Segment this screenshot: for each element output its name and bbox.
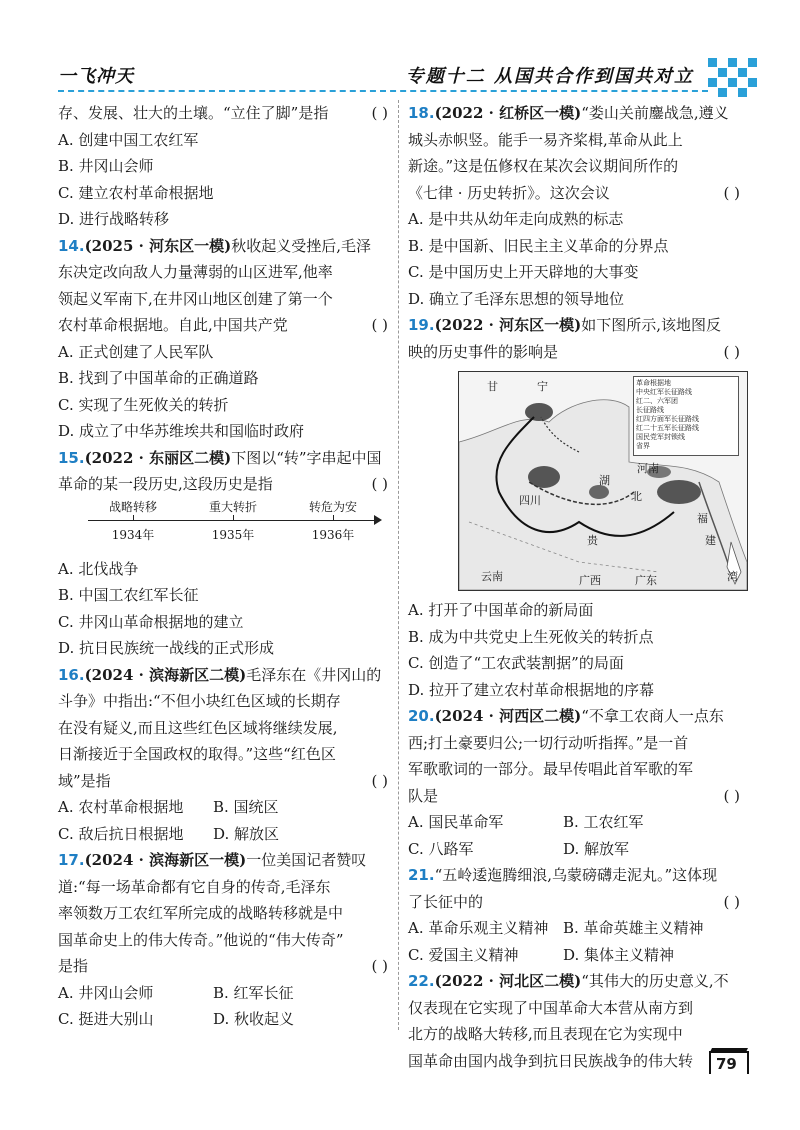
option-d[interactable]: D. 拉开了建立农村革命根据地的序幕 — [408, 680, 655, 699]
option-row — [58, 821, 388, 848]
option-c[interactable]: C. 是中国历史上开天辟地的大事变 — [408, 263, 639, 281]
legend-item: 红二十五军长征路线 — [636, 424, 699, 432]
legend-item: 国民党军封锁线 — [636, 433, 685, 441]
option-d[interactable]: D. 秋收起义 — [213, 1010, 295, 1028]
brand-logo: 一飞冲天 — [58, 66, 134, 87]
stem-line: 国革命由国内战争到抗日民族战争的伟大转 — [408, 1051, 694, 1070]
map-label: 宁 — [537, 380, 548, 393]
option-b[interactable]: B. 工农红军 — [563, 813, 644, 831]
stem-line: 道:“每一场革命都有它自身的传奇,毛泽东 — [58, 877, 331, 896]
stem-line: 了长征中的 ( ) — [408, 892, 740, 911]
checker-decoration — [708, 58, 758, 98]
option-c[interactable]: C. 实现了生死攸关的转折 — [58, 395, 229, 414]
map-label: 湖 — [599, 474, 610, 487]
stem-line: 北方的战略大转移,而且表现在它为实现中 — [408, 1025, 683, 1043]
stem-line: 在没有疑义,而且这些红色区域将继续发展, — [58, 718, 338, 737]
option-b[interactable]: B. 中国工农红军长征 — [58, 586, 199, 604]
map-label: 广东 — [635, 574, 657, 587]
option-a[interactable]: A. 北伐战争 — [58, 559, 139, 578]
option-c[interactable]: C. 挺进大别山 — [58, 1010, 154, 1028]
option-a[interactable]: A. 正式创建了人民军队 — [58, 342, 214, 361]
long-march-map — [458, 371, 748, 591]
option-b[interactable]: B. 红军长征 — [213, 983, 294, 1002]
right-column — [408, 100, 740, 1074]
stem-line: 西;打土豪要归公;一切行动听指挥。”是一首 — [408, 733, 689, 752]
timeline-label: 战略转移 — [108, 499, 158, 514]
page-number: 79 — [716, 1055, 737, 1073]
map-label: 北 — [631, 490, 642, 503]
timeline-label: 重大转折 — [208, 499, 258, 514]
option-d[interactable]: D. 集体主义精神 — [563, 945, 675, 964]
option-row — [58, 1006, 388, 1033]
stem-line: 日渐接近于全国政权的取得。”这些“红色区 — [58, 745, 336, 763]
option-row — [58, 794, 388, 821]
stem-line: 映的历史事件的影响是 ( ) — [408, 342, 740, 361]
question-16-stem: 16.(2024 · 滨海新区二模)毛泽东在《井冈山的 — [58, 665, 382, 684]
option-a[interactable]: A. 国民革命军 — [408, 813, 504, 831]
map-legend — [633, 376, 739, 456]
option-d[interactable]: D. 进行战略转移 — [58, 210, 170, 228]
timeline-year: 1935年 — [211, 527, 255, 542]
stem-line: 队是 ( ) — [408, 786, 740, 805]
stem-line: 率领数万工农红军所完成的战略转移就是中 — [58, 904, 344, 922]
page-header — [0, 0, 800, 100]
option-d[interactable]: D. 解放军 — [563, 839, 630, 858]
map-label: 福 — [697, 512, 708, 525]
stem-line: 农村革命根据地。自此,中国共产党 ( ) — [58, 316, 388, 334]
question-18-stem: 18.(2022 · 红桥区一模)“娄山关前鏖战急,遵义 — [408, 104, 729, 122]
option-a[interactable]: A. 革命乐观主义精神 — [408, 919, 549, 937]
stem-line: 域”是指 ( ) — [58, 771, 388, 790]
timeline-tick — [333, 515, 334, 521]
header-rule — [58, 90, 708, 92]
page-number-badge — [708, 1046, 752, 1076]
option-c[interactable]: C. 敌后抗日根据地 — [58, 824, 184, 843]
legend-item: 长征路线 — [636, 406, 664, 414]
option-b[interactable]: B. 成为中共党史上生死攸关的转折点 — [408, 627, 654, 646]
stem-line: 《七律 · 历史转折》。这次会议 ( ) — [408, 183, 740, 202]
timeline-tick — [233, 515, 234, 521]
option-row — [408, 942, 740, 969]
map-label: 贵 — [587, 534, 598, 547]
left-column — [58, 100, 388, 1033]
stem-line: 领起义军南下,在井冈山地区创建了第一个 — [58, 289, 333, 308]
option-c[interactable]: C. 八路军 — [408, 839, 474, 858]
option-b[interactable]: B. 革命英雄主义精神 — [563, 919, 704, 937]
option-c[interactable]: C. 创造了“工农武装割据”的局面 — [408, 654, 624, 672]
option-d[interactable]: D. 抗日民族统一战线的正式形成 — [58, 639, 275, 657]
legend-item: 省界 — [636, 442, 650, 450]
option-b[interactable]: B. 是中国新、旧民主主义革命的分界点 — [408, 236, 669, 255]
option-b[interactable]: B. 找到了中国革命的正确道路 — [58, 369, 259, 387]
stem-line: 革命的某一段历史,这段历史是指 ( ) — [58, 475, 388, 493]
option-c[interactable]: C. 爱国主义精神 — [408, 945, 519, 964]
timeline-year: 1936年 — [311, 527, 355, 542]
stem-line: 军歌歌词的一部分。最早传唱此首军歌的军 — [408, 760, 694, 778]
legend-item: 红二、六军团 — [636, 397, 678, 405]
question-22-stem: 22.(2022 · 河北区二模)“其伟大的历史意义,不 — [408, 972, 729, 990]
stem-line: 仅表现在它实现了中国革命大本营从南方到 — [408, 998, 694, 1017]
option-a[interactable]: A. 井冈山会师 — [58, 983, 154, 1002]
timeline-tick — [133, 515, 134, 521]
stem-line: 斗争》中指出:“不但小块红色区域的长期存 — [58, 692, 341, 710]
option-b[interactable]: B. 国统区 — [213, 798, 279, 816]
chapter-title: 专题十二 从国共合作到国共对立 — [405, 66, 694, 87]
map-label: 建 — [705, 534, 716, 547]
legend-item: 中央红军长征路线 — [636, 388, 692, 396]
map-label: 甘 — [487, 380, 498, 393]
legend-item: 革命根据地 — [636, 379, 671, 387]
option-row — [58, 980, 388, 1007]
map-label: 四川 — [519, 494, 541, 507]
map-label: 湾 — [727, 570, 738, 583]
option-b[interactable]: B. 井冈山会师 — [58, 157, 154, 175]
question-13-stem: 存、发展、壮大的土壤。“立住了脚”是指 ( ) — [58, 104, 388, 122]
legend-item: 红四方面军长征路线 — [636, 415, 699, 423]
stem-line: 国革命史上的伟大传奇。”他说的“伟大传奇” — [58, 930, 344, 949]
map-label: 广西 — [579, 574, 601, 587]
option-c[interactable]: C. 井冈山革命根据地的建立 — [58, 612, 244, 631]
option-d[interactable]: D. 确立了毛泽东思想的领导地位 — [408, 289, 625, 308]
option-d[interactable]: D. 解放区 — [213, 824, 280, 843]
option-a[interactable]: A. 是中共从幼年走向成熟的标志 — [408, 210, 624, 228]
map-label: 河南 — [637, 462, 659, 475]
question-21-stem: 21.“五岭逶迤腾细浪,乌蒙磅礴走泥丸。”这体现 — [408, 866, 718, 884]
option-row — [408, 915, 740, 942]
stem-line: 城头赤帜竖。能手一易齐桨楫,革命从此上 — [408, 130, 683, 149]
column-divider — [398, 100, 399, 1030]
option-row — [408, 836, 740, 863]
option-c[interactable]: C. 建立农村革命根据地 — [58, 183, 214, 202]
question-19-stem: 19.(2022 · 河东区一模)如下图所示,该地图反 — [408, 316, 721, 334]
option-row — [408, 809, 740, 836]
stem-line: 东决定改向敌人力量薄弱的山区进军,他率 — [58, 263, 333, 281]
question-20-stem: 20.(2024 · 河西区二模)“不拿工农商人一点东 — [408, 707, 724, 725]
option-a[interactable]: A. 农村革命根据地 — [58, 798, 184, 816]
stem-line: 新途。”这是伍修权在某次会议期间所作的 — [408, 157, 679, 175]
timeline-arrow — [374, 515, 382, 525]
timeline-label: 转危为安 — [308, 499, 358, 514]
map-label: 云南 — [481, 570, 503, 583]
timeline-figure — [58, 498, 388, 556]
option-a[interactable]: A. 打开了中国革命的新局面 — [408, 601, 594, 619]
option-d[interactable]: D. 成立了中华苏维埃共和国临时政府 — [58, 422, 305, 440]
option-a[interactable]: A. 创建中国工农红军 — [58, 130, 199, 149]
question-14-stem: 14.(2025 · 河东区一模)秋收起义受挫后,毛泽 — [58, 236, 371, 255]
question-15-stem: 15.(2022 · 东丽区二模)下图以“转”字串起中国 — [58, 448, 382, 467]
timeline-year: 1934年 — [111, 527, 155, 542]
stem-line: 是指 ( ) — [58, 957, 388, 975]
question-17-stem: 17.(2024 · 滨海新区一模)一位美国记者赞叹 — [58, 851, 367, 869]
